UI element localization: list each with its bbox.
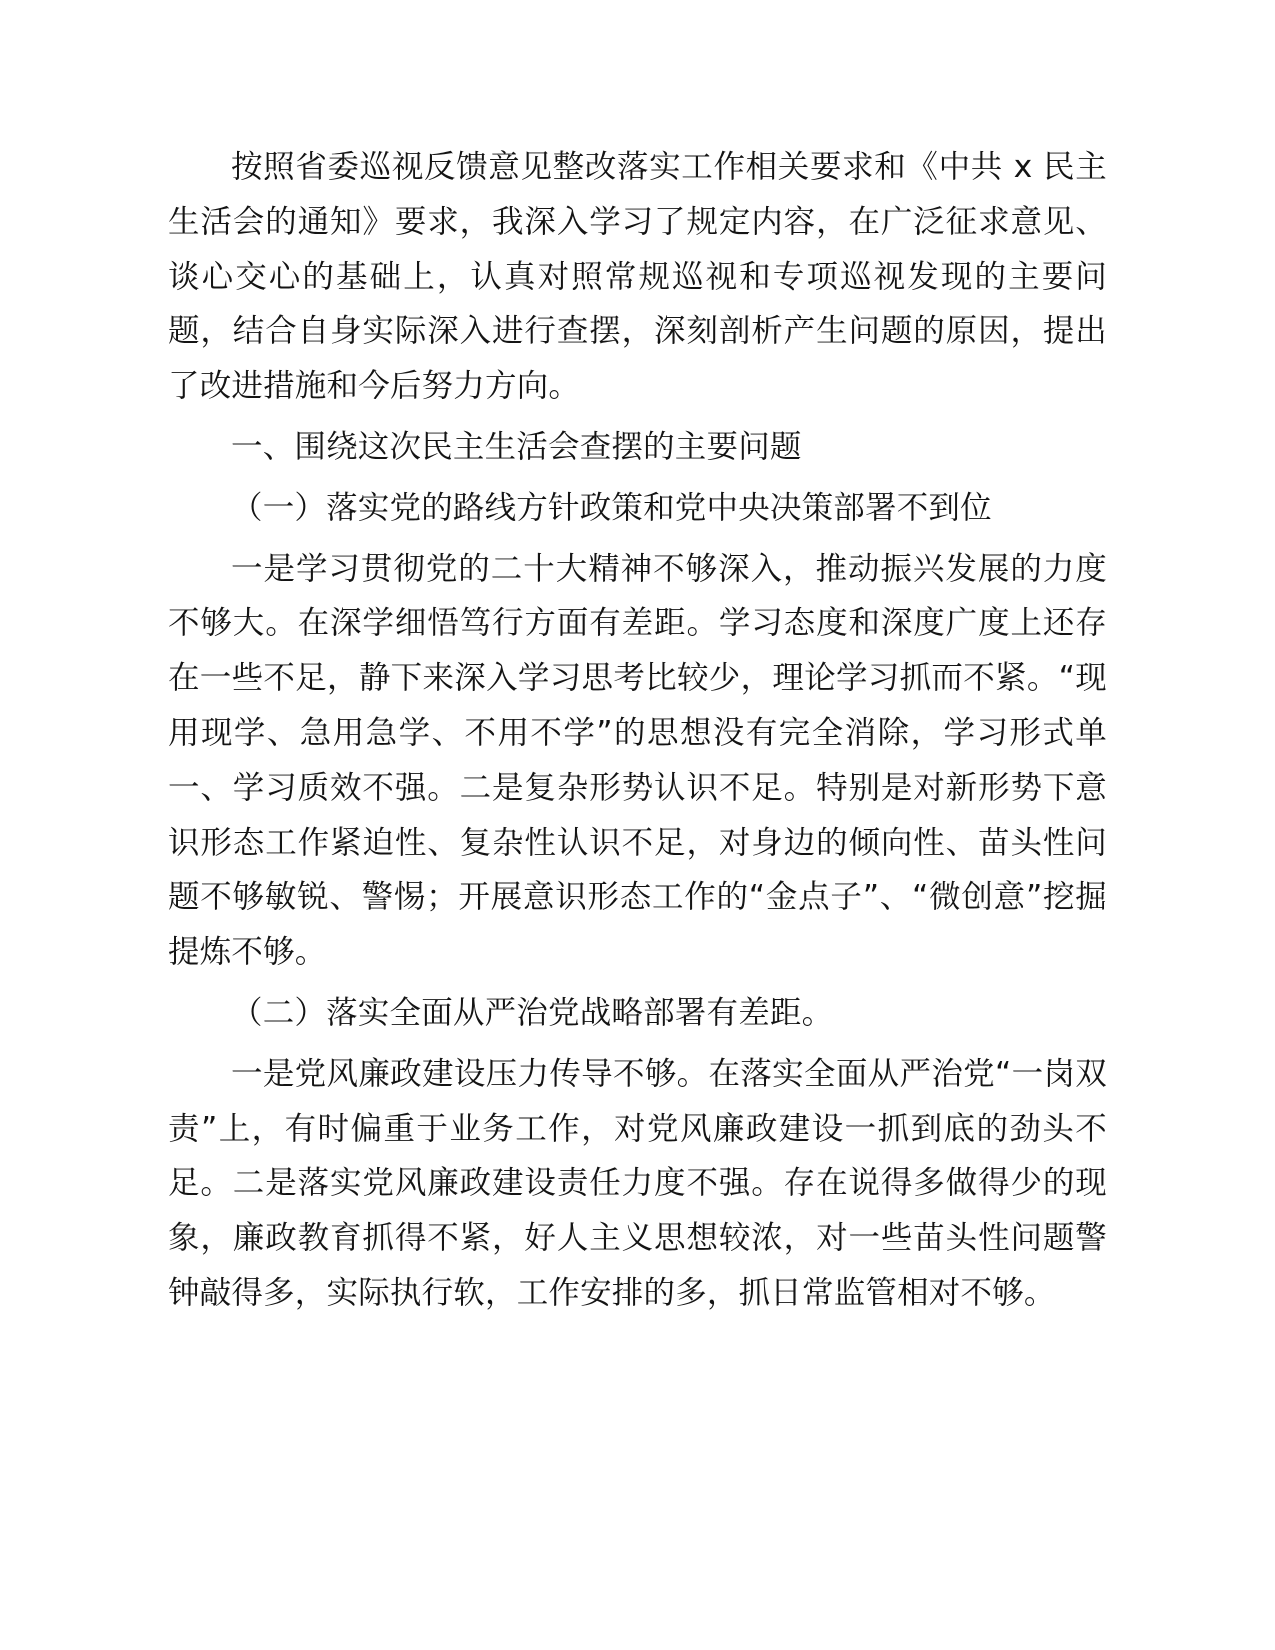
heading-section-1: 一、围绕这次民主生活会查摆的主要问题 [231, 428, 802, 465]
document-body [168, 140, 1107, 1321]
paragraph-intro: 按照省委巡视反馈意见整改落实工作相关要求和《中共 x 民主生活会的通知》要求，我深入学习了规定内容，在广泛征求意见、谈心交心的基础上，认真对照常规巡视和专项巡视发现的主要问题，结合自身实际深入进行查摆，深刻剖析产生问题的原因，提出了改进措施和今后努力方向。 [168, 149, 1107, 405]
heading-section-1-2: （二）落实全面从严治党战略部署有差距。 [231, 994, 834, 1031]
heading-section-1-1: （一）落实党的路线方针政策和党中央决策部署不到位 [231, 489, 992, 526]
paragraph-section-1-2-body: 一是党风廉政建设压力传导不够。在落实全面从严治党“一岗双责”上，有时偏重于业务工作，对党风廉政建设一抓到底的劲头不足。二是落实党风廉政建设责任力度不强。存在说得多做得少的现象，廉政教育抓得不紧，好人主义思想较浓，对一些苗头性问题警钟敲得多，实际执行软，工作安排的多，抓日常监管相对不够。 [168, 1055, 1107, 1311]
paragraph-section-1-1-body: 一是学习贯彻党的二十大精神不够深入，推动振兴发展的力度不够大。在深学细悟笃行方面有差距。学习态度和深度广度上还存在一些不足，静下来深入学习思考比较少，理论学习抓而不紧。“现用现学、急用急学、不用不学”的思想没有完全消除，学习形式单一、学习质效不强。二是复杂形势认识不足。特别是对新形势下意识形态工作紧迫性、复杂性认识不足，对身边的倾向性、苗头性问题不够敏锐、警惕；开展意识形态工作的“金点子”、“微创意”挖掘提炼不够。 [168, 550, 1107, 971]
